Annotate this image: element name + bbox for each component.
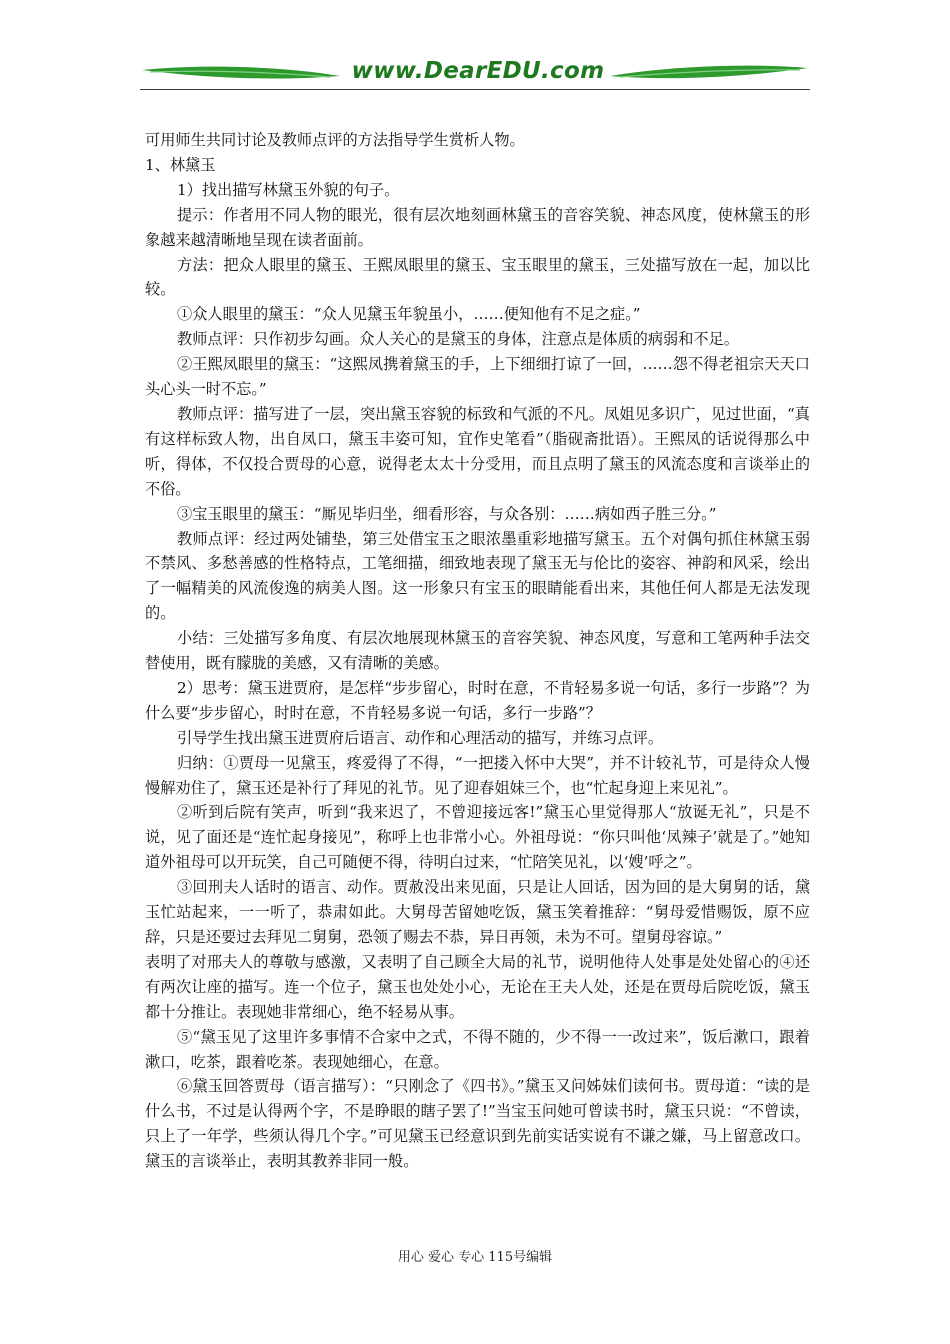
paragraph: ②听到后院有笑声，听到“我来迟了，不曾迎接远客!”黛玉心里觉得那人“放诞无礼”，只是不说，见了面还是“连忙起身接见”，称呼上也非常小心。外祖母说：“你只叫他‘凤辣子’就是了。”她知道外祖母可以开玩笑，自己可随便不得，待明白过来，“忙陪笑见礼，以‘嫂’呼之”。 [145, 803, 810, 872]
paragraph: ③宝玉眼里的黛玉：“厮见毕归坐，细看形容，与众各别：……病如西子胜三分。” [177, 504, 717, 523]
paragraph: ①众人眼里的黛玉：“众人见黛玉年貌虽小，……便知他有不足之症。” [177, 305, 641, 324]
header-divider [140, 89, 810, 90]
paragraph: ⑥黛玉回答贾母（语言描写）：“只刚念了《四书》。”黛玉又问姊妹们读何书。贾母道：“读的是什么书，不过是认得两个字，不是睁眼的瞎子罢了!”当宝玉问她可曾读书时，黛玉只说：“不曾读，只上了一年学，些须认得几个字。”可见黛玉已经意识到先前实话实说有不谦之嫌，马上留意改口。黛玉的言谈举止，表明其教养非同一般。 [145, 1077, 810, 1171]
paragraph: 教师点评：描写进了一层，突出黛玉容貌的标致和气派的不凡。凤姐见多识广，见过世面，“真有这样标致人物，出自凤口，黛玉丰姿可知，宜作史笔看”（脂砚斋批语）。王熙凤的话说得那么中听，得体，不仅投合贾母的心意，说得老太太十分受用，而且点明了黛玉的风流态度和言谈举止的不俗。 [145, 404, 810, 498]
site-logo: www.DearEDU.com [351, 58, 605, 84]
paragraph: 可用师生共同讨论及教师点评的方法指导学生赏析人物。 [145, 131, 525, 149]
paragraph: ⑤“黛玉见了这里许多事情不合家中之式，不得不随的，少不得一一改过来”，饭后漱口，跟着漱口，吃茶，跟着吃茶。表现她细心，在意。 [145, 1027, 810, 1071]
paragraph: 1、林黛玉 [145, 155, 216, 174]
paragraph: 方法：把众人眼里的黛玉、王熙凤眼里的黛玉、宝玉眼里的黛玉，三处描写放在一起，加以比较。 [145, 255, 810, 299]
paragraph: 引导学生找出黛玉进贾府后语言、动作和心理活动的描写，并练习点评。 [177, 728, 663, 747]
paragraph: 提示：作者用不同人物的眼光，很有层次地刻画林黛玉的音容笑貌、神态风度，使林黛玉的形象越来越清晰地呈现在读者面前。 [145, 205, 810, 249]
paragraph: 2）思考：黛玉进贾府，是怎样“步步留心，时时在意，不肯轻易多说一句话，多行一步路”？为什么要“步步留心，时时在意，不肯轻易多说一句话，多行一步路”？ [145, 678, 810, 722]
paragraph: ③回刑夫人话时的语言、动作。贾赦没出来见面，只是让人回话，因为回的是大舅舅的话，黛玉忙站起来，一一听了，恭肃如此。大舅母苦留她吃饭，黛玉笑着推辞：“舅母爱惜赐饭，原不应辞，只是还要过去拜见二舅舅，恐领了赐去不恭，异日再领，未为不可。望舅母容谅。” [145, 878, 810, 946]
page-header [140, 58, 810, 94]
paragraph: 教师点评：经过两处铺垫，第三处借宝玉之眼浓墨重彩地描写黛玉。五个对偶句抓住林黛玉弱不禁风、多愁善感的性格特点，工笔细描，细致地表现了黛玉无与伦比的姿容、神韵和风采，绘出了一幅精美的风流俊逸的病美人图。这一形象只有宝玉的眼睛能看出来，其他任何人都是无法发现的。 [145, 529, 810, 623]
paragraph: 表明了对邢夫人的尊敬与感激，又表明了自己顾全大局的礼节，说明他待人处事是处处留心的④还有两次让座的描写。连一个位子，黛玉也处处小心，无论在王夫人处，还是在贾母后院吃饭，黛玉都十分推让。表现她非常细心，绝不轻易从事。 [145, 952, 810, 1021]
paragraph: 小结：三处描写多角度、有层次地展现林黛玉的音容笑貌、神态风度，写意和工笔两种手法交替使用，既有朦胧的美感，又有清晰的美感。 [145, 629, 810, 673]
paragraph: 教师点评：只作初步勾画。众人关心的是黛玉的身体，注意点是体质的病弱和不足。 [177, 330, 739, 349]
paragraph: 1）找出描写林黛玉外貌的句子。 [177, 180, 400, 199]
paragraph: 归纳：①贾母一见黛玉，疼爱得了不得，“一把搂入怀中大哭”，并不计较礼节，可是待众人慢慢解劝住了，黛玉还是补行了拜见的礼节。见了迎春姐妹三个，也“忙起身迎上来见礼”。 [145, 753, 810, 797]
document-body [145, 128, 810, 1174]
paragraph: ②王熙凤眼里的黛玉：“这熙凤携着黛玉的手，上下细细打谅了一回，……怨不得老祖宗天天口头心头一时不忘。” [145, 355, 810, 399]
page-footer: 用心 爱心 专心 115号编辑 [397, 1250, 553, 1265]
